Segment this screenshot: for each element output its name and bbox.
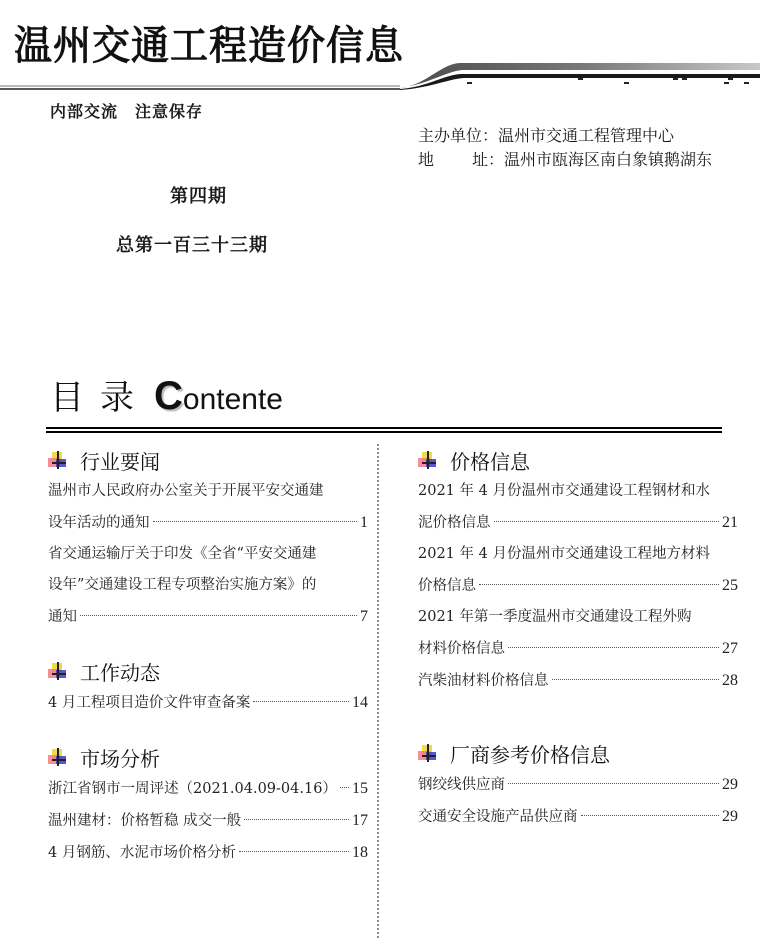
toc-entry[interactable] bbox=[48, 805, 368, 837]
dot-leader bbox=[80, 615, 357, 616]
toc-section bbox=[418, 444, 738, 697]
section-header bbox=[48, 655, 368, 687]
dot-leader bbox=[244, 819, 349, 820]
entry-last-line bbox=[48, 837, 368, 869]
entry-title-line: 材料价格信息 bbox=[418, 641, 505, 657]
section-title: 工作动态 bbox=[80, 660, 160, 685]
section-title: 厂商参考价格信息 bbox=[450, 742, 610, 767]
page-number: 29 bbox=[722, 808, 738, 825]
entry-last-line bbox=[418, 570, 738, 602]
toc-entry[interactable] bbox=[48, 476, 368, 539]
entry-title-line: 省交通运输厅关于印发《全省“平安交通建 bbox=[48, 546, 317, 562]
toc-entry[interactable] bbox=[418, 539, 738, 602]
entry-title-line: 4 月工程项目造价文件审查备案 bbox=[48, 695, 251, 711]
page-number: 1 bbox=[360, 514, 368, 531]
toc-section bbox=[418, 737, 738, 833]
entry-title-line: 4 月钢筋、水泥市场价格分析 bbox=[48, 845, 236, 861]
section-title: 行业要闻 bbox=[80, 449, 160, 474]
entry-last-line bbox=[418, 507, 738, 539]
toc-entry[interactable] bbox=[48, 837, 368, 869]
section-bullet-icon bbox=[48, 661, 68, 681]
entry-last-line bbox=[48, 507, 368, 539]
section-bullet-icon bbox=[418, 743, 438, 763]
dot-leader bbox=[508, 647, 719, 648]
section-title: 市场分析 bbox=[80, 746, 160, 771]
section-header bbox=[418, 737, 738, 769]
entry-last-line bbox=[48, 601, 368, 633]
page-number: 25 bbox=[722, 577, 738, 594]
toc-right-column bbox=[418, 444, 738, 833]
organizer-block bbox=[418, 124, 712, 172]
section-bullet-icon bbox=[48, 747, 68, 767]
toc-heading-initial: C bbox=[154, 374, 183, 418]
page-number: 27 bbox=[722, 640, 738, 657]
entry-last-line bbox=[418, 633, 738, 665]
dot-leader bbox=[253, 701, 349, 702]
dot-leader bbox=[479, 584, 719, 585]
dot-leader bbox=[581, 815, 720, 816]
entry-title-line: 温州建材：价格暂稳 成交一般 bbox=[48, 813, 242, 829]
page-number: 15 bbox=[352, 780, 368, 797]
host-label: 主办单位： bbox=[418, 126, 499, 145]
address-label-part: 址： bbox=[471, 150, 504, 169]
entry-last-line bbox=[48, 773, 368, 805]
section-bullet-icon bbox=[418, 450, 438, 470]
address-label-part: 地 bbox=[418, 150, 435, 169]
entry-last-line bbox=[418, 769, 738, 801]
entry-last-line bbox=[48, 687, 368, 719]
dot-leader bbox=[153, 521, 358, 522]
address-value: 温州市瓯海区南白象镇鹅湖东 bbox=[504, 150, 713, 169]
toc-section bbox=[48, 741, 368, 869]
section-header bbox=[48, 741, 368, 773]
dot-leader bbox=[494, 521, 720, 522]
section-header bbox=[418, 444, 738, 476]
column-divider bbox=[377, 444, 379, 938]
toc-entry[interactable] bbox=[418, 476, 738, 539]
entry-last-line bbox=[418, 665, 738, 697]
entry-title-line: 设年”交通建设工程专项整治实施方案》的 bbox=[48, 577, 317, 593]
toc-entry[interactable] bbox=[418, 602, 738, 665]
toc-heading-rest: ontente bbox=[182, 383, 283, 416]
page-number: 21 bbox=[722, 514, 738, 531]
entry-title-line: 2021 年第一季度温州市交通建设工程外购 bbox=[418, 609, 692, 625]
masthead-title: 温州交通工程造价信息 bbox=[14, 21, 405, 69]
dot-leader bbox=[552, 679, 720, 680]
toc-left-column bbox=[48, 444, 368, 869]
toc-entry[interactable] bbox=[418, 665, 738, 697]
page-number: 17 bbox=[352, 812, 368, 829]
issue-number: 第四期 bbox=[170, 186, 227, 207]
toc-entry[interactable] bbox=[48, 687, 368, 719]
entry-title-line: 交通安全设施产品供应商 bbox=[418, 809, 578, 825]
entry-title-line: 设年活动的通知 bbox=[48, 515, 150, 531]
masthead-band bbox=[0, 58, 760, 98]
page-number: 28 bbox=[722, 672, 738, 689]
toc-entry[interactable] bbox=[418, 801, 738, 833]
entry-last-line bbox=[48, 805, 368, 837]
entry-title-line: 钢绞线供应商 bbox=[418, 777, 505, 793]
entry-title-line: 汽柴油材料价格信息 bbox=[418, 673, 549, 689]
entry-title-line: 2021 年 4 月份温州市交通建设工程钢材和水 bbox=[418, 483, 710, 499]
toc-entry[interactable] bbox=[418, 769, 738, 801]
host-value: 温州市交通工程管理中心 bbox=[498, 126, 675, 145]
section-header bbox=[48, 444, 368, 476]
toc-entry[interactable] bbox=[48, 773, 368, 805]
issue-total: 总第一百三十三期 bbox=[116, 235, 268, 256]
entry-last-line bbox=[418, 801, 738, 833]
dot-leader bbox=[508, 783, 719, 784]
toc-heading-cn: 目录 bbox=[50, 378, 150, 418]
toc-section bbox=[48, 444, 368, 633]
internal-notice: 内部交流 注意保存 bbox=[50, 102, 204, 121]
page-number: 7 bbox=[360, 608, 368, 625]
page-number: 29 bbox=[722, 776, 738, 793]
dot-leader bbox=[340, 787, 349, 788]
section-title: 价格信息 bbox=[450, 449, 530, 474]
toc-entry[interactable] bbox=[48, 539, 368, 633]
page-number: 14 bbox=[352, 694, 368, 711]
page-number: 18 bbox=[352, 844, 368, 861]
entry-title-line: 浙江省钢市一周评述（2021.04.09-04.16） bbox=[48, 781, 337, 797]
section-bullet-icon bbox=[48, 450, 68, 470]
toc-section bbox=[48, 655, 368, 719]
entry-title-line: 通知 bbox=[48, 609, 77, 625]
entry-title-line: 温州市人民政府办公室关于开展平安交通建 bbox=[48, 483, 324, 499]
entry-title-line: 价格信息 bbox=[418, 578, 476, 594]
toc-heading bbox=[50, 370, 283, 419]
dot-leader bbox=[239, 851, 349, 852]
entry-title-line: 2021 年 4 月份温州市交通建设工程地方材料 bbox=[418, 546, 710, 562]
entry-title-line: 泥价格信息 bbox=[418, 515, 491, 531]
double-rule-divider bbox=[46, 427, 722, 433]
address-label bbox=[418, 148, 504, 172]
